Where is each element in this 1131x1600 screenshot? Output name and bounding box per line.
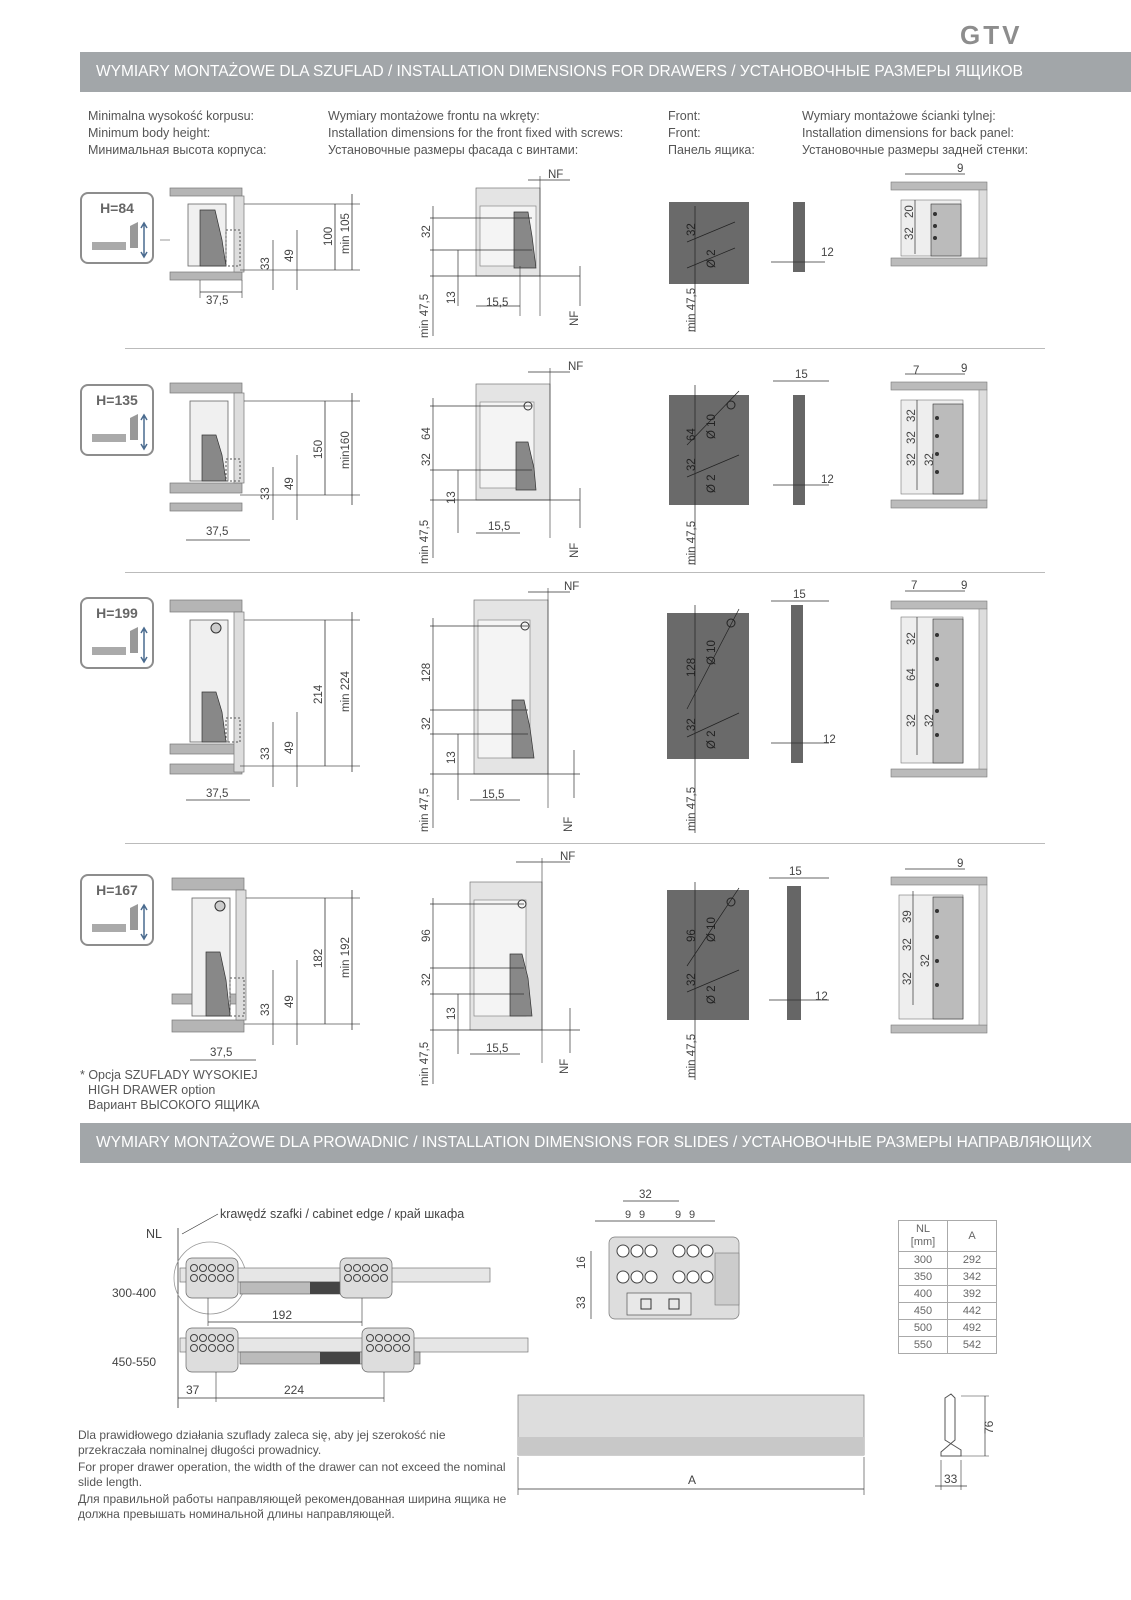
dim-min-47-5: min 47,5 xyxy=(686,786,698,831)
dim-nf: NF xyxy=(560,851,576,863)
gtv-logo: GTV xyxy=(960,20,1023,50)
dim-32: 32 xyxy=(639,1189,652,1201)
body-drawing-135 xyxy=(160,375,400,545)
column-header-front-screws xyxy=(328,108,623,159)
front-drawing-84 xyxy=(410,166,590,341)
dim-min-height: min160 xyxy=(340,431,352,469)
dim-32: 32 xyxy=(421,973,433,986)
dim-13: 13 xyxy=(446,1007,458,1020)
dim-64: 64 xyxy=(906,668,918,681)
dim-32: 32 xyxy=(906,409,918,422)
dim-32: 32 xyxy=(924,453,936,466)
dim-min-47-5: min 47,5 xyxy=(419,1041,431,1086)
panel-drawing-135 xyxy=(665,365,850,570)
dim-9: 9 xyxy=(961,580,968,592)
cabinet-edge-label: krawędź szafki / cabinet edge / край шкафа xyxy=(220,1207,465,1221)
dim-49: 49 xyxy=(284,741,296,754)
badge-label: H=167 xyxy=(96,882,138,898)
dim-nf: NF xyxy=(569,310,581,326)
badge-label: H=84 xyxy=(100,200,134,216)
back-drawing-167 xyxy=(885,855,995,1040)
dim-diameter-10: Ø 10 xyxy=(706,917,718,942)
dim-15-5: 15,5 xyxy=(488,521,511,533)
back-drawing-199 xyxy=(885,575,995,785)
dim-13: 13 xyxy=(446,491,458,504)
front-drawing-199 xyxy=(410,578,590,838)
dim-height: 150 xyxy=(313,439,325,459)
column-label-pl: Minimalna wysokość korpusu: xyxy=(88,109,255,123)
drawer-side-icon xyxy=(90,412,150,452)
dim-diameter-2: Ø 2 xyxy=(706,474,718,493)
range-450-550: 450-550 xyxy=(112,1355,157,1369)
header-nl: NL xyxy=(915,1223,931,1235)
footer-en: For proper drawer operation, the width of the drawer can not exceed the nominal slide length. xyxy=(78,1460,506,1489)
table-row: 550 542 xyxy=(899,1337,997,1354)
dim-9: 9 xyxy=(957,163,964,175)
column-header-back-panel xyxy=(802,108,1028,159)
panel-drawing-199 xyxy=(665,585,850,835)
front-drawing-135 xyxy=(410,358,590,568)
dim-96: 96 xyxy=(421,929,433,942)
dim-nf: NF xyxy=(548,169,564,181)
dim-9: 9 xyxy=(957,858,964,870)
dim-32: 32 xyxy=(902,972,914,985)
dim-9: 9 xyxy=(639,1209,646,1221)
dim-thickness-12: 12 xyxy=(823,734,836,746)
dim-width: 37,5 xyxy=(210,1047,233,1059)
column-label-en: Front: xyxy=(668,126,701,140)
body-drawing-84 xyxy=(160,180,400,315)
badge-label: H=199 xyxy=(96,605,138,621)
table-header-a: A xyxy=(948,1221,997,1252)
drawer-cross-section xyxy=(905,1390,1005,1495)
drawer-side-icon xyxy=(90,220,150,260)
dim-diameter-2: Ø 2 xyxy=(706,985,718,1004)
dim-height: 214 xyxy=(313,684,325,704)
dim-min-height: min 192 xyxy=(340,937,352,978)
drawer-side-icon xyxy=(90,625,150,665)
body-drawing-167 xyxy=(160,870,400,1065)
dim-128: 128 xyxy=(421,662,433,682)
dim-height: 182 xyxy=(313,948,325,968)
dim-9: 9 xyxy=(961,363,968,375)
drawer-side-profile xyxy=(510,1385,880,1500)
dim-33: 33 xyxy=(944,1472,958,1486)
height-badge-135 xyxy=(80,384,154,456)
dim-32: 32 xyxy=(920,954,932,967)
badge-label: H=135 xyxy=(96,392,138,408)
dim-64: 64 xyxy=(421,427,433,440)
dim-32: 32 xyxy=(906,453,918,466)
dim-49: 49 xyxy=(284,995,296,1008)
column-label-pl: Wymiary montażowe frontu na wkręty: xyxy=(328,109,540,123)
dim-32: 32 xyxy=(906,632,918,645)
table-header-nl xyxy=(899,1221,948,1252)
dim-min-47-5: min 47,5 xyxy=(419,787,431,832)
dim-49: 49 xyxy=(284,249,296,262)
range-300-400: 300-400 xyxy=(112,1286,157,1300)
dim-37: 37 xyxy=(186,1383,200,1397)
dim-min-47-5: min 47,5 xyxy=(686,287,698,332)
back-drawing-135 xyxy=(885,360,995,520)
note-pl: * Opcja SZUFLADY WYSOKIEJ xyxy=(80,1068,258,1082)
dim-nf: NF xyxy=(564,581,580,593)
dim-15-5: 15,5 xyxy=(482,789,505,801)
column-header-front xyxy=(668,108,755,159)
footer-pl: Dla prawidłowego działania szuflady zaleca się, aby jej szerokość nie przekraczała nominalnej długości prowadnicy. xyxy=(78,1428,446,1457)
dim-32: 32 xyxy=(686,973,698,986)
dim-192: 192 xyxy=(272,1308,293,1322)
dim-32: 32 xyxy=(686,458,698,471)
dim-nf: NF xyxy=(559,1058,571,1074)
dim-diameter-2: Ø 2 xyxy=(706,249,718,268)
table-row: 500 492 xyxy=(899,1320,997,1337)
column-label-en: Installation dimensions for back panel: xyxy=(802,126,1014,140)
dim-32: 32 xyxy=(902,938,914,951)
table-row: 450 442 xyxy=(899,1303,997,1320)
dim-15-5: 15,5 xyxy=(486,1043,509,1055)
nl-table xyxy=(898,1220,997,1354)
dim-16: 16 xyxy=(576,1256,588,1269)
dim-33: 33 xyxy=(260,257,272,270)
column-label-pl: Wymiary montażowe ścianki tylnej: xyxy=(802,109,996,123)
dim-32: 32 xyxy=(421,453,433,466)
dim-32: 32 xyxy=(421,225,433,238)
dim-32: 32 xyxy=(421,717,433,730)
row-separator xyxy=(125,572,1045,573)
dim-nf: NF xyxy=(569,542,581,558)
dim-min-47-5: min 47,5 xyxy=(686,1033,698,1078)
header-mm: [mm] xyxy=(910,1236,936,1248)
section-title-drawers: WYMIARY MONTAŻOWE DLA SZUFLAD / INSTALLATION DIMENSIONS FOR DRAWERS / УСТАНОВОЧНЫЕ РАЗМЕРЫ ЯЩИКОВ xyxy=(80,52,1131,92)
bracket-drawing xyxy=(565,1185,750,1335)
height-badge-167 xyxy=(80,874,154,946)
section-title-slides: WYMIARY MONTAŻOWE DLA PROWADNIC / INSTALLATION DIMENSIONS FOR SLIDES / УСТАНОВОЧНЫЕ РАЗМЕРЫ НАПРАВЛЯЮЩИХ xyxy=(80,1123,1131,1163)
dim-13: 13 xyxy=(446,751,458,764)
column-label-ru: Установочные размеры задней стенки: xyxy=(802,143,1029,157)
dim-32: 32 xyxy=(686,223,698,236)
dim-9: 9 xyxy=(625,1209,632,1221)
column-label-en: Installation dimensions for the front fixed with screws: xyxy=(328,126,624,140)
dim-32: 32 xyxy=(906,431,918,444)
column-label-ru: Установочные размеры фасада с винтами: xyxy=(328,143,579,157)
dim-thickness-15: 15 xyxy=(793,589,806,601)
dim-33: 33 xyxy=(260,747,272,760)
dim-15-5: 15,5 xyxy=(486,297,509,309)
dim-64: 64 xyxy=(686,428,698,441)
column-label-ru: Минимальная высота корпуса: xyxy=(88,143,267,157)
dim-96: 96 xyxy=(686,929,698,942)
dim-min-47-5: min 47,5 xyxy=(419,519,431,564)
dim-diameter-10: Ø 10 xyxy=(706,414,718,439)
dim-13: 13 xyxy=(446,291,458,304)
dim-min-47-5: min 47,5 xyxy=(419,293,431,338)
dim-128: 128 xyxy=(686,657,698,677)
dim-nf: NF xyxy=(568,361,584,373)
table-row: 350 342 xyxy=(899,1269,997,1286)
dim-9: 9 xyxy=(689,1209,696,1221)
dim-thickness-15: 15 xyxy=(795,369,808,381)
column-label-ru: Панель ящика: xyxy=(668,143,755,157)
dim-min-47-5: min 47,5 xyxy=(686,520,698,565)
dim-32: 32 xyxy=(904,227,916,240)
dim-7: 7 xyxy=(913,365,920,377)
dim-nf: NF xyxy=(563,816,575,832)
dim-height: 100 xyxy=(323,226,335,246)
dim-min-height: min 224 xyxy=(340,671,352,712)
dim-thickness-15: 15 xyxy=(789,866,802,878)
dim-diameter-10: Ø 10 xyxy=(706,640,718,665)
row-separator xyxy=(125,348,1045,349)
dim-33: 33 xyxy=(260,1003,272,1016)
dim-a: A xyxy=(688,1473,697,1487)
note-ru: Вариант ВЫСОКОГО ЯЩИКА xyxy=(88,1098,260,1112)
panel-drawing-167 xyxy=(665,862,850,1082)
dim-width: 37,5 xyxy=(206,295,229,307)
dim-thickness-12: 12 xyxy=(821,247,834,259)
dim-9: 9 xyxy=(675,1209,682,1221)
dim-224: 224 xyxy=(284,1383,305,1397)
dim-32: 32 xyxy=(924,714,936,727)
nl-label: NL xyxy=(146,1227,162,1241)
row-separator xyxy=(125,843,1045,844)
drawer-side-icon xyxy=(90,902,150,942)
height-badge-84 xyxy=(80,192,154,264)
column-header-min-height xyxy=(88,108,267,159)
dim-33: 33 xyxy=(576,1296,588,1309)
dim-32: 32 xyxy=(906,714,918,727)
height-badge-199 xyxy=(80,597,154,669)
table-row: 400 392 xyxy=(899,1286,997,1303)
dim-49: 49 xyxy=(284,477,296,490)
body-drawing-199 xyxy=(160,592,400,807)
column-label-en: Minimum body height: xyxy=(88,126,211,140)
dim-min-height: min 105 xyxy=(340,213,352,254)
back-drawing-84 xyxy=(885,160,995,290)
dim-39: 39 xyxy=(902,910,914,923)
high-drawer-note xyxy=(80,1068,260,1113)
slides-drawing xyxy=(100,1198,540,1413)
dim-width: 37,5 xyxy=(206,788,229,800)
width-recommendation-text xyxy=(78,1428,508,1524)
panel-drawing-84 xyxy=(665,192,850,342)
dim-width: 37,5 xyxy=(206,526,229,538)
dim-76: 76 xyxy=(982,1420,996,1434)
dim-33: 33 xyxy=(260,487,272,500)
table-row: 300 292 xyxy=(899,1252,997,1269)
dim-thickness-12: 12 xyxy=(815,991,828,1003)
front-drawing-167 xyxy=(410,848,590,1088)
dim-7: 7 xyxy=(911,580,918,592)
dim-32: 32 xyxy=(686,718,698,731)
dim-diameter-2: Ø 2 xyxy=(706,730,718,749)
dim-thickness-12: 12 xyxy=(821,474,834,486)
footer-ru: Для правильной работы направляющей рекомендованная ширина ящика не должна превышать номинальной длины направляющей. xyxy=(78,1492,507,1521)
dim-20: 20 xyxy=(904,205,916,218)
note-en: HIGH DRAWER option xyxy=(88,1083,216,1097)
column-label-pl: Front: xyxy=(668,109,701,123)
